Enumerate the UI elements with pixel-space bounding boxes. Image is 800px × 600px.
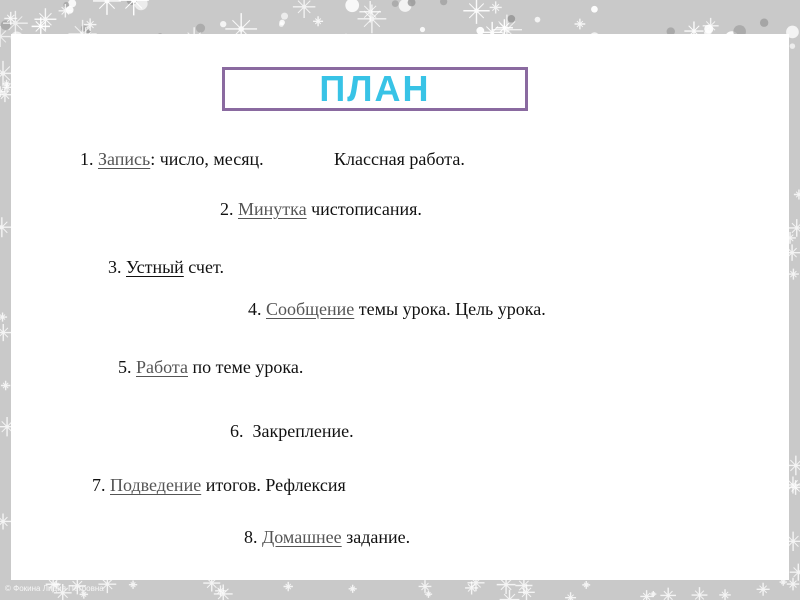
sparkle xyxy=(313,16,323,26)
item-text: счет. xyxy=(183,257,224,277)
plan-item-2 xyxy=(220,198,422,220)
sparkle xyxy=(463,0,489,24)
sparkle xyxy=(794,189,800,199)
bokeh-dot xyxy=(790,43,796,49)
item-number: 2. xyxy=(220,199,234,219)
sparkle xyxy=(575,19,586,30)
bokeh-dot xyxy=(279,20,285,26)
sparkle xyxy=(757,583,770,596)
title-box xyxy=(222,67,528,111)
bokeh-dot xyxy=(281,13,288,20)
bokeh-dot xyxy=(1,20,11,30)
item-text: итогов. Рефлексия xyxy=(201,475,346,495)
bokeh-dot xyxy=(220,21,226,27)
item-link[interactable]: Устный xyxy=(126,257,184,277)
item-number: 3. xyxy=(108,257,122,277)
plan-item-5 xyxy=(118,356,303,378)
sparkle xyxy=(490,1,502,13)
item-number: 6. xyxy=(230,421,244,441)
sparkle xyxy=(284,582,293,591)
item-text: темы урока. Цель урока. xyxy=(354,299,546,319)
plan-item-4 xyxy=(248,298,546,320)
bokeh-dot xyxy=(440,0,447,5)
sparkle xyxy=(788,269,799,280)
sparkle xyxy=(293,0,315,18)
bokeh-dot xyxy=(508,15,516,23)
sparkle xyxy=(692,587,708,600)
sparkle xyxy=(0,513,11,529)
item-number: 4. xyxy=(248,299,262,319)
sparkle xyxy=(358,4,387,33)
plan-item-1-extra: Классная работа. xyxy=(334,149,465,169)
plan-item-7 xyxy=(92,474,346,496)
sparkle xyxy=(565,592,576,600)
bokeh-dot xyxy=(420,27,425,32)
sparkle xyxy=(3,11,28,36)
item-number: 8. xyxy=(244,527,258,547)
plan-item-1 xyxy=(80,148,264,170)
sparkle xyxy=(93,0,121,15)
item-number: 7. xyxy=(92,475,106,495)
bokeh-dot xyxy=(392,0,399,7)
bokeh-dot xyxy=(535,17,541,23)
item-text: чистописания. xyxy=(306,199,422,219)
sparkle xyxy=(419,580,432,593)
sparkle xyxy=(640,590,653,600)
sparkle xyxy=(0,313,7,322)
item-link[interactable]: Подведение xyxy=(110,475,202,495)
sparkle xyxy=(1,381,10,390)
plan-item-8 xyxy=(244,526,410,548)
item-text: Закрепление. xyxy=(252,421,354,441)
bokeh-dot xyxy=(760,19,768,27)
item-text: по теме урока. xyxy=(188,357,304,377)
item-link[interactable]: Минутка xyxy=(238,199,307,219)
sparkle xyxy=(719,589,731,600)
plan-item-3 xyxy=(108,256,224,278)
sparkle xyxy=(129,581,137,589)
sparkle xyxy=(425,591,432,598)
item-link[interactable]: Домашнее xyxy=(262,527,342,547)
sparkle xyxy=(500,590,520,600)
sparkle xyxy=(349,585,357,593)
item-link[interactable]: Работа xyxy=(136,357,188,377)
item-link[interactable]: Сообщение xyxy=(266,299,355,319)
item-number: 1. xyxy=(80,149,94,169)
item-number: 5. xyxy=(118,357,132,377)
sparkle xyxy=(660,588,676,600)
bokeh-dot xyxy=(196,24,205,33)
item-text: : число, месяц. xyxy=(150,149,264,169)
sparkle xyxy=(582,581,590,589)
bokeh-dot xyxy=(591,6,598,13)
plan-item-6 xyxy=(230,420,354,442)
author-credit: © Фокина Лидия Петровна xyxy=(5,584,104,593)
item-link[interactable]: Запись xyxy=(98,149,151,169)
slide-title: ПЛАН xyxy=(319,68,431,109)
sparkle xyxy=(790,564,800,581)
sparkle xyxy=(518,584,535,600)
bokeh-dot xyxy=(345,0,359,12)
sparkle xyxy=(214,585,233,600)
item-text: задание. xyxy=(341,527,411,547)
